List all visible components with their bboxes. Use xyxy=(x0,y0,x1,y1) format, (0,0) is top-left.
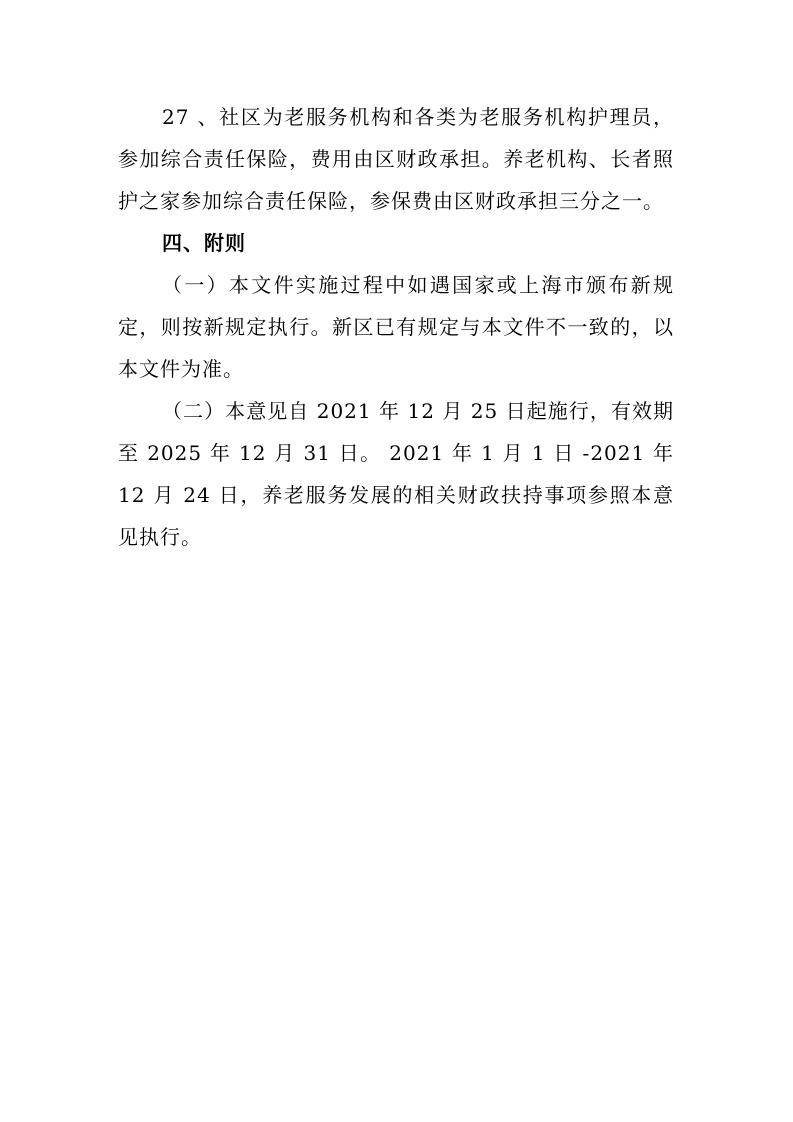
document-body xyxy=(118,96,674,558)
paragraph-appendix-2: （二）本意见自 2021 年 12 月 25 日起施行，有效期至 2025 年 12 月 31 日。 2021 年 1 月 1 日 -2021 年 12 月 24 日，养老服务发展的相关财政扶持事项参照本意见执行。 xyxy=(118,399,674,549)
section-heading-appendix: 四、附则 xyxy=(162,231,246,255)
paragraph-27-insurance: 27 、社区为老服务机构和各类为老服务机构护理员，参加综合责任保险，费用由区财政承担。养老机构、长者照护之家参加综合责任保险，参保费由区财政承担三分之一。 xyxy=(118,105,674,213)
paragraph-appendix-1: （一）本文件实施过程中如遇国家或上海市颁布新规定，则按新规定执行。新区已有规定与本文件不一致的，以本文件为准。 xyxy=(118,273,674,381)
